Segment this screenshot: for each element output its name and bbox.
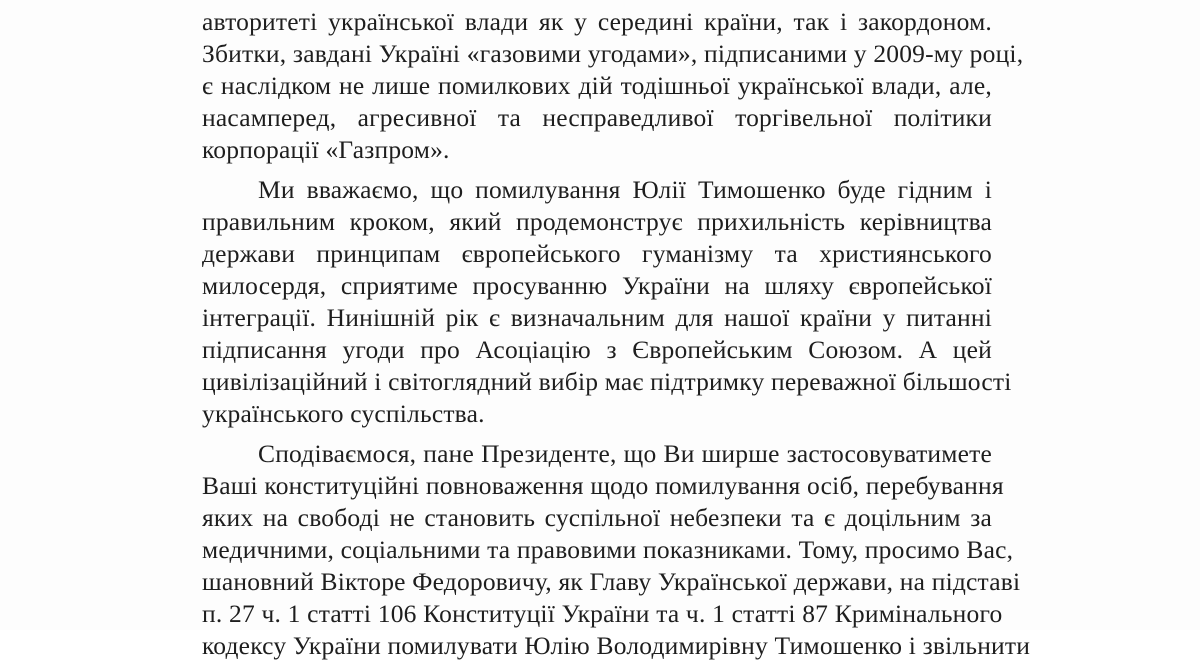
paragraph-line: милосердя, сприятиме просуванню України на шляху європейської bbox=[202, 271, 992, 300]
paragraph-line: українського суспільства. bbox=[202, 399, 485, 428]
paragraph-line: правильним кроком, який продемонструє прихильність керівництва bbox=[202, 207, 992, 236]
paragraph-line: інтеграції. Нинішній рік є визначальним для нашої країни у питанні bbox=[202, 303, 992, 332]
paragraph-line: шановний Вікторе Федоровичу, як Главу Української держави, на підставі bbox=[202, 567, 1021, 596]
paragraph-line: корпорації «Газпром». bbox=[202, 135, 450, 164]
paragraph-line: підписання угоди про Асоціацію з Європейським Союзом. А цей bbox=[202, 335, 992, 364]
paragraph-line: яких на свободі не становить суспільної небезпеки та є доцільним за bbox=[202, 503, 992, 532]
paragraph-line: Ваші конституційні повноваження щодо помилування осіб, перебування bbox=[202, 471, 1004, 500]
paragraph-line: насамперед, агресивної та несправедливої торгівельної політики bbox=[202, 103, 992, 132]
paragraph-line: медичними, соціальними та правовими показниками. Тому, просимо Вас, bbox=[202, 535, 1014, 564]
paragraph-line: цивілізаційний і світоглядний вибір має підтримку переважної більшості bbox=[202, 367, 1012, 396]
paragraph-line: Збитки, завдані Україні «газовими угодами», підписаними у 2009-му році, bbox=[202, 39, 1024, 68]
paragraph-line: Ми вважаємо, що помилування Юлії Тимошенко буде гідним і bbox=[258, 175, 992, 204]
paragraph-line: авторитеті української влади як у середині країни, так і закордоном. bbox=[202, 7, 992, 36]
paragraph-line: держави принципам європейського гуманізму та християнського bbox=[202, 239, 992, 268]
paragraph-line: кодексу України помилувати Юлію Володимирівну Тимошенко і звільнити bbox=[202, 631, 1031, 660]
paragraph-line: Сподіваємося, пане Президенте, що Ви ширше застосовуватимете bbox=[258, 439, 992, 468]
paragraph-line: є наслідком не лише помилкових дій тодішньої української влади, але, bbox=[202, 71, 992, 100]
paragraph-line: п. 27 ч. 1 статті 106 Конституції України та ч. 1 статті 87 Кримінального bbox=[202, 599, 1003, 628]
